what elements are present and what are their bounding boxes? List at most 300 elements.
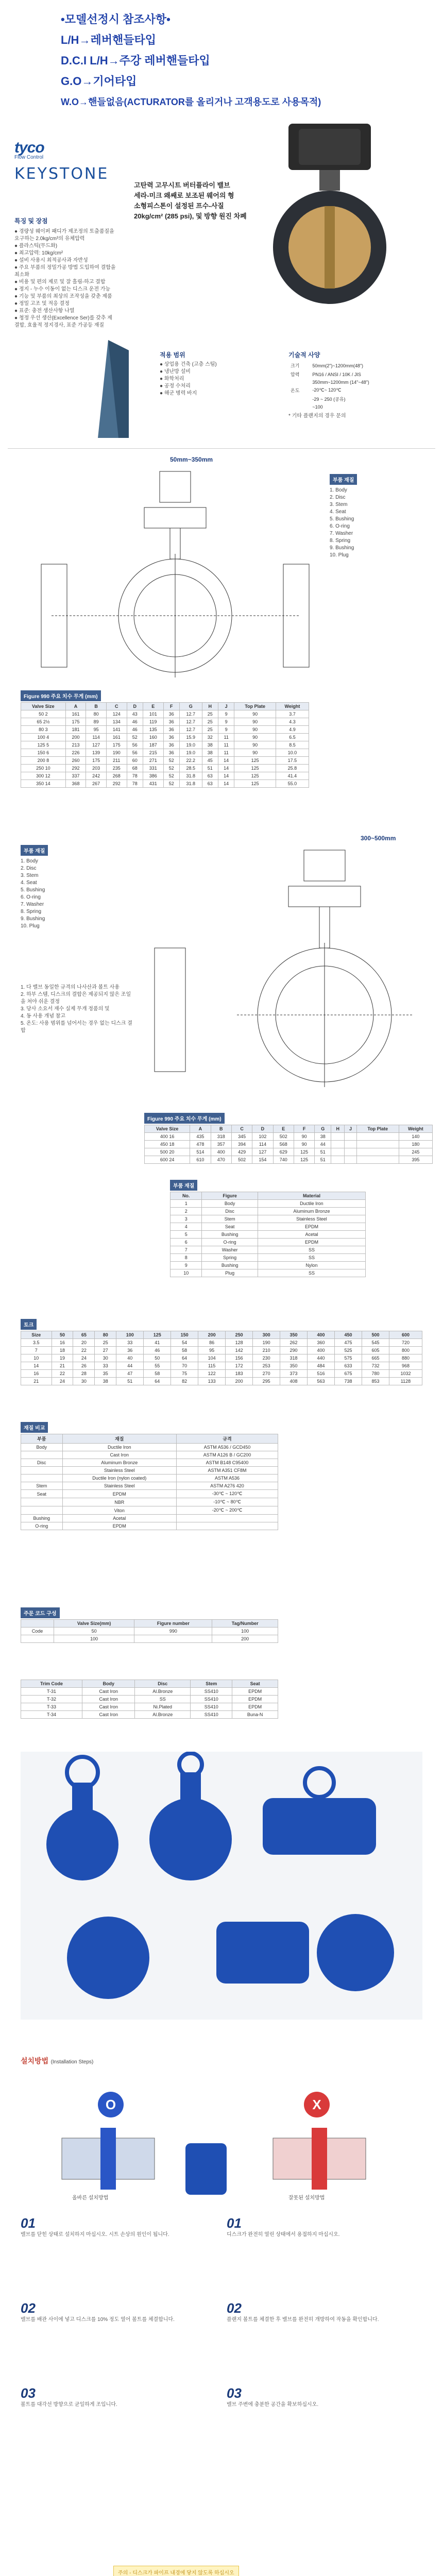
table-cell: 245 <box>399 1148 432 1156</box>
table-cell: 38 <box>202 749 218 757</box>
table-cell: 200 8 <box>21 757 66 765</box>
table-cell <box>21 1635 54 1643</box>
table-cell: 1032 <box>389 1370 422 1378</box>
table-header-cell: 80 <box>95 1331 116 1339</box>
table-cell: 8 <box>171 1254 202 1262</box>
specs-block <box>288 350 422 420</box>
table-cell: 720 <box>389 1339 422 1347</box>
dim1-title: 50mm~350mm <box>170 456 213 463</box>
table-cell: 290 <box>280 1347 308 1354</box>
table-cell: 14 <box>218 757 234 765</box>
table-cell: 52 <box>163 780 179 788</box>
table-row <box>21 772 309 780</box>
table-cell: 242 <box>86 772 107 780</box>
table-cell: 142 <box>226 1347 253 1354</box>
legend-item: 2. Disc <box>21 866 37 871</box>
table-cell: 14 <box>218 780 234 788</box>
table-cell: 440 <box>308 1354 335 1362</box>
table-cell: 6 <box>171 1239 202 1246</box>
table-cell: 300 12 <box>21 772 66 780</box>
table-header-cell: G <box>315 1125 331 1133</box>
table-cell: 125 <box>294 1156 314 1164</box>
table-cell: 127 <box>252 1148 273 1156</box>
specs-note: * 기타 플랜지의 경우 문의 <box>288 413 346 419</box>
table-cell: 4.3 <box>276 718 309 726</box>
table-header-cell: 125 <box>144 1331 171 1339</box>
table-header-cell: Top Plate <box>356 1125 399 1133</box>
table-header-cell: 재질 <box>62 1434 176 1444</box>
table-cell: 213 <box>65 741 86 749</box>
table-row <box>21 1515 278 1522</box>
table-cell: 19.0 <box>179 741 202 749</box>
table-cell: 400 <box>211 1148 231 1156</box>
legend-item: 9. Bushing <box>330 545 354 551</box>
brand-sub: Flow Control <box>14 155 44 160</box>
table-header-cell: Disc <box>135 1680 191 1688</box>
table-cell: 25 <box>202 726 218 734</box>
table-cell: 115 <box>198 1362 226 1370</box>
table-cell: 32 <box>202 734 218 741</box>
table-row <box>145 1141 433 1148</box>
table-cell: 90 <box>234 741 276 749</box>
table-cell: 104 <box>198 1354 226 1362</box>
table-cell: 78 <box>127 780 143 788</box>
table-cell: 100 <box>212 1628 278 1635</box>
table-row <box>21 1451 278 1459</box>
notice-line: •모델선정시 참조사항• <box>61 13 171 26</box>
table-cell: 4.9 <box>276 726 309 734</box>
divider <box>8 448 435 449</box>
table-cell: Cast Iron <box>82 1711 135 1719</box>
table-cell: Ductile Iron (nylon coated) <box>62 1475 176 1482</box>
table-cell: Cast Iron <box>82 1688 135 1696</box>
table-cell: 68 <box>127 765 143 772</box>
table-header-cell: G <box>179 703 202 710</box>
valve-photo-small <box>165 2138 247 2200</box>
table-cell: 200 <box>226 1378 253 1385</box>
table-cell: Al.Bronze <box>135 1688 191 1696</box>
table-cell: EPDM <box>232 1703 278 1711</box>
torque-table <box>21 1331 422 1385</box>
table-cell <box>356 1141 399 1148</box>
table-cell: Bushing <box>21 1515 63 1522</box>
table-cell: EPDM <box>258 1223 365 1231</box>
notes-block <box>21 984 134 1035</box>
table-cell: 150 6 <box>21 749 66 757</box>
table-cell: Cast Iron <box>62 1451 176 1459</box>
table-cell: 90 <box>234 718 276 726</box>
table-row <box>145 1156 433 1164</box>
table-header-cell: C <box>106 703 127 710</box>
table-cell: Bushing <box>202 1231 258 1239</box>
feature-item: ● 청정 우선 생산(Excellence Ser)를 갖추 제 결합, 효율적 정지경사, 표준 가공등 재질 <box>14 315 112 328</box>
table-cell: 190 <box>106 749 127 757</box>
table-row <box>171 1223 366 1231</box>
table-cell: 260 <box>65 757 86 765</box>
table-cell: 1128 <box>389 1378 422 1385</box>
table-row <box>21 718 309 726</box>
table-cell <box>176 1522 278 1530</box>
table-cell: 183 <box>226 1370 253 1378</box>
dimension-drawing-2 <box>134 845 428 1103</box>
notice-line: G.O→기어타입 <box>61 75 137 88</box>
feature-item: ● 기능 및 부품의 최상의 조작성을 갖춘 제품 <box>14 294 112 299</box>
notice-line: L/H→레버핸들타입 <box>61 33 156 46</box>
table-cell: 10.0 <box>276 749 309 757</box>
table-cell: 38 <box>202 741 218 749</box>
table-cell: Aluminum Bronze <box>62 1459 176 1467</box>
dim1-legend <box>330 474 433 559</box>
table-cell: 22 <box>52 1370 73 1378</box>
material-table <box>170 1192 366 1277</box>
table-cell: EPDM <box>258 1239 365 1246</box>
table-row <box>171 1269 366 1277</box>
table-header-cell: Size <box>21 1331 52 1339</box>
table-cell: SS410 <box>191 1688 232 1696</box>
table-cell: 46 <box>144 1347 171 1354</box>
table-cell: Code <box>21 1628 54 1635</box>
table-cell: 55 <box>144 1362 171 1370</box>
table-cell <box>331 1141 345 1148</box>
table-cell: 95 <box>86 726 107 734</box>
table-row <box>145 1133 433 1141</box>
table-row <box>21 1482 278 1490</box>
table-cell: 128 <box>226 1339 253 1347</box>
table-cell: 89 <box>86 718 107 726</box>
table-cell: 52 <box>163 772 179 780</box>
table-cell: 3.7 <box>276 710 309 718</box>
legend-item: 8. Spring <box>330 538 351 544</box>
table-cell: 40 <box>116 1354 144 1362</box>
brand-logo: tyco <box>14 139 44 156</box>
table-cell: 740 <box>273 1156 294 1164</box>
table-cell: O-ring <box>202 1239 258 1246</box>
table-cell: 36 <box>163 741 179 749</box>
table-cell: 70 <box>171 1362 198 1370</box>
table-cell: 853 <box>362 1378 389 1385</box>
table-cell: 295 <box>253 1378 280 1385</box>
table-cell: 318 <box>211 1133 231 1141</box>
table-cell: 26 <box>73 1362 95 1370</box>
table-cell: 25 <box>202 710 218 718</box>
table-cell: 47 <box>116 1370 144 1378</box>
table-cell: 30 <box>73 1378 95 1385</box>
table-cell: 292 <box>106 780 127 788</box>
table-cell: 563 <box>308 1378 335 1385</box>
table-cell: Nylon <box>258 1262 365 1269</box>
table-header-cell: Body <box>82 1680 135 1688</box>
table-cell: 6.5 <box>276 734 309 741</box>
table-cell: 267 <box>86 780 107 788</box>
app-item: ● 냉난방 설비 <box>160 369 191 375</box>
table-cell: SS410 <box>191 1703 232 1711</box>
table-header-cell: A <box>190 1125 211 1133</box>
table-header-cell: Stem <box>191 1680 232 1688</box>
table-cell: 20 <box>73 1339 95 1347</box>
material-title: 부품 재질 <box>170 1180 197 1191</box>
table-cell: 373 <box>280 1370 308 1378</box>
table-cell: 58 <box>171 1347 198 1354</box>
table-cell: 408 <box>280 1378 308 1385</box>
table-cell: 500 20 <box>145 1148 190 1156</box>
table-header-cell: 50 <box>52 1331 73 1339</box>
table-cell: 665 <box>362 1354 389 1362</box>
table-header-cell: D <box>252 1125 273 1133</box>
legend-item: 10. Plug <box>330 552 349 558</box>
legend-item: 5. Bushing <box>21 887 45 893</box>
table-cell: 46 <box>127 726 143 734</box>
table-cell: 545 <box>362 1339 389 1347</box>
table-cell: 119 <box>143 718 163 726</box>
table-cell: Acetal <box>62 1515 176 1522</box>
table-cell: 629 <box>273 1148 294 1156</box>
feature-item: ● 설비 사용시 최적공사과 자반성 <box>14 258 88 263</box>
table-cell: 160 <box>143 734 163 741</box>
table-cell: 5 <box>171 1231 202 1239</box>
table-cell: 55.0 <box>276 780 309 788</box>
table-cell: 230 <box>253 1354 280 1362</box>
table-cell: 215 <box>143 749 163 757</box>
table-cell: SS <box>258 1269 365 1277</box>
table-row <box>171 1215 366 1223</box>
table-cell: 9 <box>171 1262 202 1269</box>
product-logo: KEYSTONE <box>14 165 109 183</box>
legend-item: 8. Spring <box>21 909 42 914</box>
table-cell: Viton <box>62 1506 176 1515</box>
notice-line: D.C.I L/H→주강 레버핸들타입 <box>61 54 210 67</box>
install-title: 설치방법 <box>21 2057 49 2065</box>
table-row <box>171 1239 366 1246</box>
table-cell: 75 <box>171 1370 198 1378</box>
table-cell <box>331 1133 345 1141</box>
step-text: 디스크가 완전히 열린 상태에서 용접하지 마십시오. <box>227 2232 340 2238</box>
table-cell: SS <box>135 1696 191 1703</box>
table-header-cell <box>21 1620 54 1628</box>
table-cell: 600 24 <box>145 1156 190 1164</box>
table-cell: T-31 <box>21 1688 82 1696</box>
table-header-cell: Weight <box>276 703 309 710</box>
table1-block <box>21 690 309 788</box>
intro-line: 20kg/cm² (285 psi), 및 방향 원진 차폐 <box>134 212 247 220</box>
table-cell: SS410 <box>191 1711 232 1719</box>
table-cell: 125 <box>234 765 276 772</box>
table-cell: 135 <box>143 726 163 734</box>
table-cell: 318 <box>280 1354 308 1362</box>
table-cell: NBR <box>62 1498 176 1506</box>
feature-item: ● 비용 및 편의 제로 및 잘 흘림-하고 결합 <box>14 279 106 285</box>
table-cell: 54 <box>171 1339 198 1347</box>
table-cell: 33 <box>116 1339 144 1347</box>
specs-title: 기술적 사양 <box>288 351 320 359</box>
table-cell: 386 <box>143 772 163 780</box>
legend-item: 1. Body <box>21 858 38 864</box>
table-cell: Ni.Plated <box>135 1703 191 1711</box>
material-compare-table <box>21 1434 278 1530</box>
legend-item: 4. Seat <box>330 509 346 515</box>
table-cell: 431 <box>143 780 163 788</box>
table-cell: 271 <box>143 757 163 765</box>
table-row <box>21 1490 278 1498</box>
table-cell: 124 <box>106 710 127 718</box>
table-cell: O-ring <box>21 1522 63 1530</box>
step-number: 02 <box>21 2300 36 2316</box>
table-cell: EPDM <box>62 1522 176 1530</box>
table-header-cell: 350 <box>280 1331 308 1339</box>
building-image <box>82 335 144 438</box>
table-cell: 7 <box>21 1347 52 1354</box>
table-cell: T-33 <box>21 1703 82 1711</box>
table-cell: 36 <box>116 1347 144 1354</box>
table-cell: 125 <box>294 1148 314 1156</box>
table-cell: 16 <box>21 1370 52 1378</box>
table-cell: Seat <box>202 1223 258 1231</box>
table-cell: 7 <box>171 1246 202 1254</box>
table-header-cell: B <box>86 703 107 710</box>
legend-item: 3. Stem <box>330 502 348 507</box>
application-block <box>160 350 252 397</box>
table-header-cell: A <box>65 703 86 710</box>
table-cell: 19.0 <box>179 749 202 757</box>
table-cell: 394 <box>231 1141 252 1148</box>
table-cell: 9 <box>218 710 234 718</box>
table-cell: 292 <box>65 765 86 772</box>
table-cell: 175 <box>86 757 107 765</box>
table-header-cell: 300 <box>253 1331 280 1339</box>
table-row <box>21 1362 422 1370</box>
legend-item: 10. Plug <box>21 923 40 929</box>
table-cell: 253 <box>253 1362 280 1370</box>
table-cell: 31.8 <box>179 772 202 780</box>
table-cell: 516 <box>308 1370 335 1378</box>
table-cell: 52 <box>127 734 143 741</box>
table-cell <box>21 1451 63 1459</box>
step-text: 밸브를 배관 사이에 넣고 디스크를 10% 정도 열어 볼트를 체결합니다. <box>21 2317 175 2323</box>
step-text: 볼트를 대각선 방향으로 균일하게 조입니다. <box>21 2402 117 2408</box>
table-header-cell: J <box>218 703 234 710</box>
table-row <box>21 741 309 749</box>
table-cell <box>356 1133 399 1141</box>
trim-code-table <box>21 1680 278 1719</box>
table-cell: Washer <box>202 1246 258 1254</box>
app-item: ● 화학처리 <box>160 376 184 382</box>
table-cell: 114 <box>252 1141 273 1148</box>
step-text: 밸브를 닫힌 상태로 설치하지 마십시오. 시트 손상의 원인이 됩니다. <box>21 2232 169 2238</box>
table-cell: 80 3 <box>21 726 66 734</box>
table-cell: Ductile Iron <box>258 1200 365 1208</box>
table2-block <box>144 1113 433 1164</box>
table-cell: Seat <box>21 1490 63 1498</box>
table-cell: 38 <box>95 1378 116 1385</box>
table-header-cell: Valve Size(mm) <box>54 1620 134 1628</box>
table-cell <box>345 1156 357 1164</box>
table-cell: -20℃ ~ 200℃ <box>176 1506 278 1515</box>
table-header-cell: 부품 <box>21 1434 63 1444</box>
table-header-cell: 150 <box>171 1331 198 1339</box>
table-cell: 35 <box>95 1370 116 1378</box>
table-cell <box>345 1141 357 1148</box>
table-row <box>21 757 309 765</box>
table-header-cell: E <box>273 1125 294 1133</box>
table-cell: 86 <box>198 1339 226 1347</box>
note-item: 5. 온도: 사용 범위를 넘어서는 경우 없는 디스크 결합 <box>21 1021 132 1033</box>
blue-valves-photo <box>21 1752 422 2020</box>
table-cell: 11 <box>218 749 234 757</box>
note-item: 1. 다 밸브 동일한 규격의 나사산과 볼트 사용 <box>21 985 120 990</box>
feature-item: ● 최고압력: 10kg/cm² <box>14 250 63 256</box>
step-number: 02 <box>227 2300 242 2316</box>
legend-item: 6. O-ring <box>330 523 350 529</box>
table-header-cell: B <box>211 1125 231 1133</box>
install-header <box>21 2056 93 2066</box>
table-cell: 140 <box>399 1133 432 1141</box>
table-cell: 502 <box>273 1133 294 1141</box>
table-cell: 154 <box>252 1156 273 1164</box>
table-cell <box>356 1148 399 1156</box>
table-cell: Stainless Steel <box>62 1482 176 1490</box>
table-header-cell: 500 <box>362 1331 389 1339</box>
table3-block <box>21 1319 422 1385</box>
table-cell: 139 <box>86 749 107 757</box>
table-cell: 211 <box>106 757 127 765</box>
features-block <box>14 216 117 329</box>
table-row <box>21 1628 278 1635</box>
table-cell: EPDM <box>232 1696 278 1703</box>
table-cell <box>21 1506 63 1515</box>
note-item: 2. 하부 스템, 디스크의 결합은 제공되지 않은 조일을 쳐야 쉬운 결정 <box>21 992 131 1005</box>
table-cell: 250 10 <box>21 765 66 772</box>
table-header-cell: F <box>163 703 179 710</box>
table-cell: 633 <box>335 1362 362 1370</box>
table-cell: 610 <box>190 1156 211 1164</box>
table-cell: 90 <box>234 749 276 757</box>
table-header-cell: No. <box>171 1192 202 1200</box>
app-item: ● 해군 병력 바지 <box>160 391 197 396</box>
table-cell: 331 <box>143 765 163 772</box>
table-cell: Cast Iron <box>82 1703 135 1711</box>
table-cell: 125 5 <box>21 741 66 749</box>
table-cell: 100 4 <box>21 734 66 741</box>
table-cell: Body <box>21 1444 63 1451</box>
table-cell: 51 <box>315 1148 331 1156</box>
step-number: 03 <box>21 2385 36 2401</box>
table-cell: 101 <box>143 710 163 718</box>
dim2-legend <box>21 845 124 930</box>
feature-item: 요구하는 2.0kg/cm³의 유체압력 <box>14 236 85 242</box>
table-cell: 44 <box>116 1362 144 1370</box>
table-row <box>21 1711 278 1719</box>
table-row <box>21 1370 422 1378</box>
table-cell: 400 <box>308 1347 335 1354</box>
table-cell: 125 <box>234 772 276 780</box>
table-cell: 3 <box>171 1215 202 1223</box>
table-cell: 156 <box>226 1354 253 1362</box>
table-cell: 2 <box>171 1208 202 1215</box>
table-cell: 10 <box>21 1354 52 1362</box>
table-cell: 56 <box>127 741 143 749</box>
legend-item: 1. Body <box>330 487 347 493</box>
table-cell: 43 <box>127 710 143 718</box>
table-cell: Stem <box>202 1215 258 1223</box>
table-row <box>171 1246 366 1254</box>
table-cell: 125 <box>234 780 276 788</box>
table-cell: 350 <box>280 1362 308 1370</box>
table-cell: SS410 <box>191 1696 232 1703</box>
table-cell: 14 <box>218 765 234 772</box>
table-cell: EPDM <box>232 1688 278 1696</box>
table-cell: 25 <box>95 1339 116 1347</box>
table-cell: 675 <box>335 1370 362 1378</box>
table-cell: 41 <box>144 1339 171 1347</box>
